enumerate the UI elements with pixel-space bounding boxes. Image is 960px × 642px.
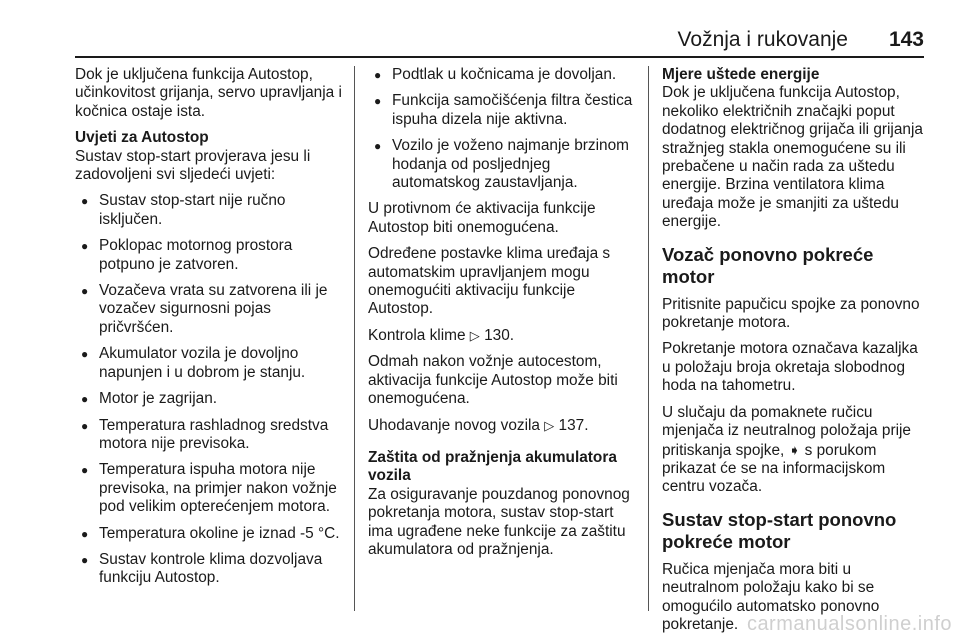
highway-paragraph: Odmah nakon vožnje autocestom, aktivacija funkcije Autostop može biti onemogućena. <box>368 353 618 408</box>
page-reference-icon: ▷ <box>544 417 555 433</box>
climate-settings-paragraph: Određene postavke klima uređaja s automatskim upravljanjem mogu onemogućiti aktivaciju funkcije Autostop. <box>368 245 611 318</box>
break-in-reference-text: Uhodavanje novog vozila <box>368 416 540 434</box>
auto-restart-heading: Sustav stop-start ponovno pokreće motor <box>662 508 897 552</box>
climate-reference <box>368 327 636 345</box>
conditions-intro: Sustav stop-start provjerava jesu li zadovoljeni svi sljedeći uvjeti: <box>75 147 311 184</box>
driver-restart-paragraph-2: Pokretanje motora označava kazaljka u položaju broja okretaja slobodnog hoda na tahometru. <box>662 340 918 395</box>
break-in-reference-page[interactable]: 137. <box>558 416 589 434</box>
battery-protection-heading: Zaštita od pražnjenja akumulatora vozila <box>368 448 617 485</box>
conditions-list-continued <box>368 66 636 192</box>
energy-saving-paragraph: Dok je uključena funkcija Autostop, nekoliko električnih značajki poput dodatnog električnog grijača ili grijanja stražnjeg stakla onemogućene su ili prebačene u način rada za uštedu energije. Brzina ventilatora klima uređaja može je smanjiti za uštedu energije. <box>662 84 923 231</box>
list-item: ● Temperatura ispuha motora nije previsoka, na primjer nakon vožnje pod velikim opterećenjem motora. <box>75 461 345 516</box>
driver-restart-paragraph-1: Pritisnite papučicu spojke za ponovno pokretanje motora. <box>662 295 920 332</box>
driver-restart-text-before: U slučaju da pomaknete ručicu mjenjača iz neutralnog položaja prije pritiskanja spojke, <box>662 403 911 459</box>
list-item: ● Temperatura okoline je iznad -5 °C. <box>75 525 345 543</box>
intro-paragraph: Dok je uključena funkcija Autostop, učinkovitost grijanja, servo upravljanja i kočnica ostaje ista. <box>75 66 342 120</box>
autostop-indicator-icon: ➧ <box>788 441 801 458</box>
list-item: ● Sustav kontrole klima dozvoljava funkciju Autostop. <box>75 551 345 588</box>
list-item: ● Motor je zagrijan. <box>75 390 345 408</box>
battery-protection-paragraph: Za osiguravanje pouzdanog ponovnog pokretanja motora, sustav stop-start ima ugrađene neke funkcije za zaštitu akumulatora od pražnjenja. <box>368 485 630 558</box>
list-item: ● Funkcija samočišćenja filtra čestica ispuha dizela nije aktivna. <box>368 92 636 129</box>
driver-restart-paragraph-3 <box>662 404 928 497</box>
driver-restart-text-after: s porukom prikazat će se na informacijskom centru vozača. <box>662 441 886 496</box>
list-item: ● Temperatura rashladnog sredstva motora nije previsoka. <box>75 417 345 454</box>
list-item: ● Akumulator vozila je dovoljno napunjen i u dobrom je stanju. <box>75 345 345 382</box>
list-item: ● Sustav stop-start nije ručno isključen. <box>75 192 345 229</box>
column-divider <box>354 66 355 611</box>
section-title: Vožnja i rukovanje <box>677 28 848 51</box>
page-header <box>0 26 960 60</box>
climate-reference-text: Kontrola klime <box>368 326 466 344</box>
energy-saving-heading: Mjere uštede energije <box>662 66 820 83</box>
page-number: 143 <box>888 28 924 51</box>
list-item: ● Podtlak u kočnicama je dovoljan. <box>368 66 636 84</box>
list-item: ● Vozačeva vrata su zatvorena ili je vozačev sigurnosni pojas pričvršćen. <box>75 282 345 337</box>
auto-restart-paragraph: Ručica mjenjača mora biti u neutralnom položaju kako bi se omogućilo automatsko ponovno pokretanje. <box>662 560 880 633</box>
break-in-reference <box>368 417 636 435</box>
list-item: ● Poklopac motornog prostora potpuno je zatvoren. <box>75 237 345 274</box>
driver-restart-heading: Vozač ponovno pokreće motor <box>662 243 874 287</box>
column-3 <box>662 66 928 642</box>
conditions-list <box>75 192 345 587</box>
disabled-paragraph: U protivnom će aktivacija funkcije Autostop biti onemogućena. <box>368 200 596 236</box>
header-rule <box>75 56 924 58</box>
conditions-heading: Uvjeti za Autostop <box>75 129 209 147</box>
climate-reference-page[interactable]: 130. <box>484 326 515 344</box>
watermark: carmanualsonline.info <box>746 613 952 635</box>
page-reference-icon: ▷ <box>469 327 480 343</box>
column-divider <box>648 66 649 611</box>
column-1 <box>75 66 345 596</box>
list-item: ● Vozilo je voženo najmanje brzinom hodanja od posljednjeg automatskog zaustavljanja. <box>368 137 636 192</box>
column-2 <box>368 66 636 567</box>
